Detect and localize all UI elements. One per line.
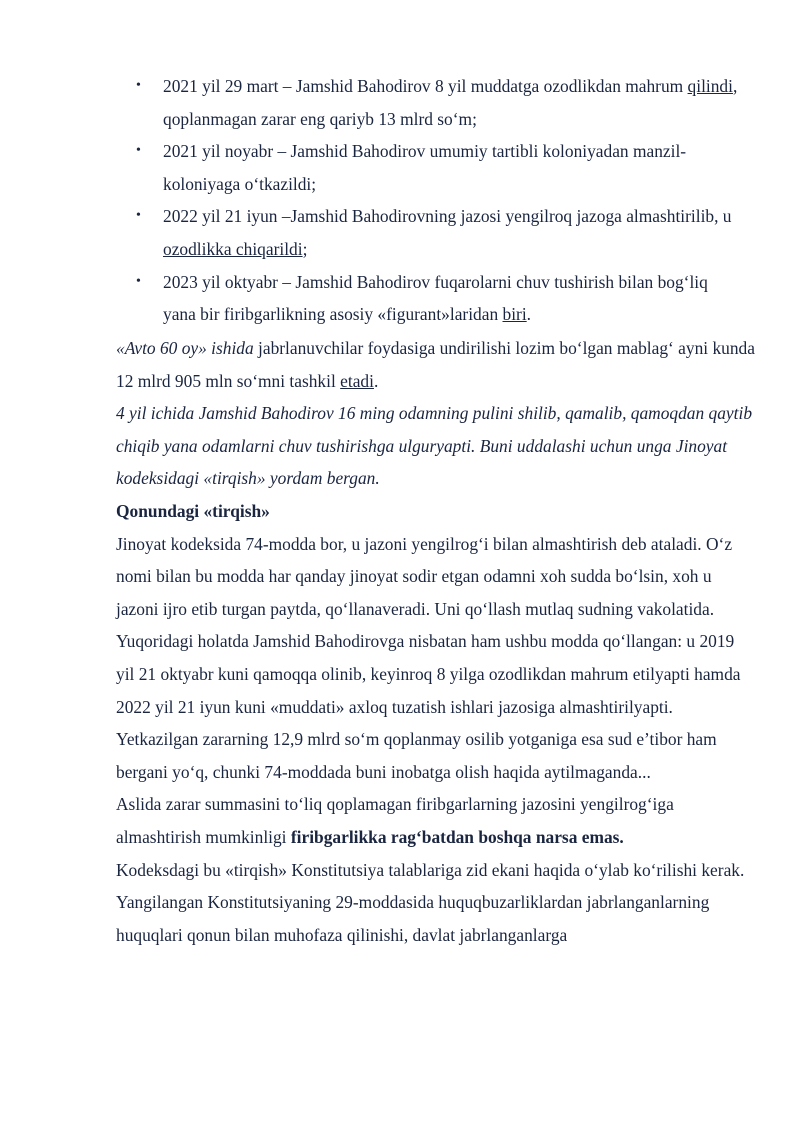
- list-item: • 2023 yil oktyabr – Jamshid Bahodirov fuqarolarni chuv tushirish bilan bog‘liq yana bir firibgarlikning asosiy «figurant»laridan biri.: [0, 266, 800, 331]
- article-link[interactable]: biri: [502, 304, 527, 325]
- paragraph-constitution: Kodeksdagi bu «tirqish» Konstitutsiya talablariga zid ekani haqida o‘ylab ko‘rilishi kerak.: [116, 859, 745, 880]
- list-item: • 2021 yil 29 mart – Jamshid Bahodirov 8 yil muddatga ozodlikdan mahrum qilindi, qoplanmagan zarar eng qariyb 13 mlrd so‘m;: [0, 70, 800, 135]
- paragraph-compensation: «Avto 60 oy» ishida jabrlanuvchilar foydasiga undirilishi lozim bo‘lgan mablag‘ ayni kunda 12 mlrd 905 mln so‘mni tashkil etadi.: [116, 338, 755, 391]
- article-link[interactable]: qilindi: [687, 76, 733, 96]
- paragraph-case: Yuqoridagi holatda Jamshid Bahodirovga nisbatan ham ushbu modda qo‘llangan: u 2019 yil 21 oktyabr kuni qamoqqa olinib, keyinroq 8 yilga ozodlikdan mahrum etilyapti hamda 2022 yil 21 iyun kuni «muddati» axloq tuzatish ishlari jazosiga almashtirilyapti. Yetkazilgan zararning 12,9 mlrd so‘m qoplanmay osilib yotganiga esa sud e’tibor ham bergani yo‘q, chunki 74-moddada buni inobatga olish haqida aytilmaganda...: [116, 631, 741, 782]
- list-item: • 2021 yil noyabr – Jamshid Bahodirov umumiy tartibli koloniyadan manzil-koloniyaga o‘tkazildi;: [0, 135, 800, 200]
- article-body: [116, 332, 756, 951]
- paragraph-conclusion: Aslida zarar summasini to‘liq qoplamagan firibgarlarning jazosini yengilrog‘iga almashtirish mumkinligi firibgarlikka rag‘batdan boshqa narsa emas.: [116, 794, 674, 847]
- paragraph-article-29: Yangilangan Konstitutsiyaning 29-moddasida huquqbuzarliklardan jabrlanganlarning huquqlari qonun bilan muhofaza qilinishi, davlat jabrlanganlarga: [116, 892, 710, 945]
- article-link[interactable]: etadi: [340, 370, 374, 391]
- timeline-list: [0, 70, 800, 331]
- paragraph-summary: 4 yil ichida Jamshid Bahodirov 16 ming odamning pulini shilib, qamalib, qamoqdan qaytib chiqib yana odamlarni chuv tushirishga ulguryapti. Buni uddalashi uchun unga Jinoyat kodeksidagi «tirqish» yordam bergan.: [116, 403, 753, 489]
- article-link[interactable]: ozodlikka chiqarildi: [163, 238, 303, 259]
- paragraph-article-74: Jinoyat kodeksida 74-modda bor, u jazoni yengilrog‘i bilan almashtirish deb ataladi. O‘z nomi bilan bu modda har qanday jinoyat sodir etgan odamni xoh sudda bo‘lsin, xoh u jazoni ijro etib turgan paytda, qo‘llanaveradi. Uni qo‘llash mutlaq sudning vakolatida.: [116, 533, 733, 619]
- list-item: • 2022 yil 21 iyun –Jamshid Bahodirovning jazosi yengilroq jazoga almashtirilib, u ozodlikka chiqarildi;: [0, 200, 800, 265]
- section-heading: Qonundagi «tirqish»: [116, 500, 270, 521]
